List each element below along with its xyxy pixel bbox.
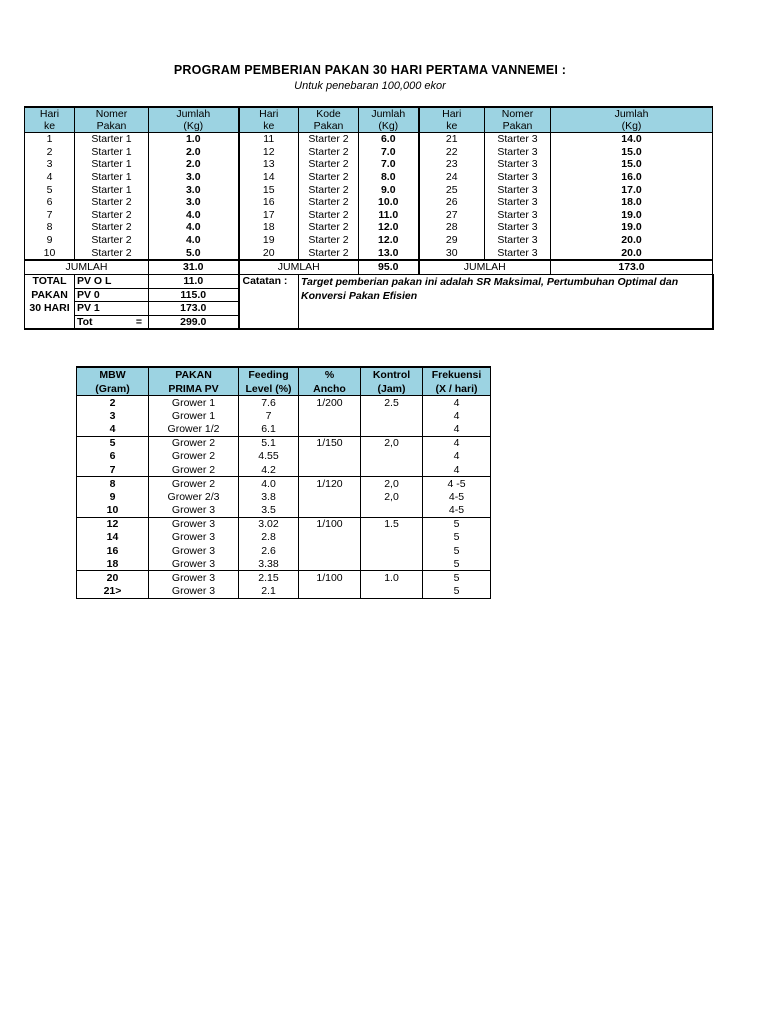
table-cell: Starter 3: [485, 221, 551, 234]
table-cell: [299, 504, 361, 518]
table-cell: 15: [239, 183, 299, 196]
table-cell: 8: [25, 221, 75, 234]
header-line-2: (Kg): [378, 120, 399, 132]
table-cell: [361, 422, 423, 436]
table1-header-cell: [485, 107, 551, 133]
table-cell: [361, 450, 423, 463]
table1-header-cell: [25, 107, 75, 133]
table-cell: 9.0: [359, 183, 419, 196]
pakan-code: [75, 315, 149, 329]
table-cell: Starter 3: [485, 133, 551, 146]
pakan-code: [75, 288, 149, 302]
table-cell: 2.0: [149, 146, 239, 159]
header-line-2: Pakan: [313, 120, 344, 132]
table-cell: 25: [419, 183, 485, 196]
table2-header-row-2: [77, 382, 491, 396]
table-cell: Grower 3: [149, 585, 239, 599]
catatan-text: Target pemberian pakan ini adalah SR Maksimal, Pertumbuhan Optimal dan Konversi Pakan Efisien: [299, 274, 713, 329]
table-cell: 6: [77, 450, 149, 463]
table-cell: [361, 544, 423, 557]
table1-header-cell: [359, 107, 419, 133]
table-cell: Starter 2: [299, 209, 359, 222]
table2-header-cell: MBW: [77, 367, 149, 382]
table-row: [77, 463, 491, 477]
feeding-program-table: [24, 106, 714, 330]
table-cell: Grower 3: [149, 571, 239, 585]
table-cell: Starter 2: [299, 158, 359, 171]
table-cell: 4.55: [239, 450, 299, 463]
table-cell: Starter 2: [299, 246, 359, 260]
table-cell: 4: [423, 409, 491, 422]
table-cell: 4: [423, 450, 491, 463]
table-cell: 2.8: [239, 531, 299, 544]
table-cell: 20: [77, 571, 149, 585]
header-line-1: Jumlah: [371, 108, 406, 120]
table-cell: Grower 3: [149, 544, 239, 557]
table-cell: Starter 3: [485, 196, 551, 209]
table-cell: 17.0: [551, 183, 713, 196]
table-cell: 2.6: [239, 544, 299, 557]
table-cell: Starter 2: [299, 183, 359, 196]
table-cell: 14.0: [551, 133, 713, 146]
table-cell: 4: [423, 463, 491, 477]
table-cell: [299, 585, 361, 599]
table-cell: Starter 2: [75, 209, 149, 222]
table-row: [25, 234, 713, 247]
table-cell: 2: [25, 146, 75, 159]
table-cell: Grower 1: [149, 409, 239, 422]
pakan-code-label: PV 0: [77, 288, 100, 301]
table-cell: Starter 2: [75, 196, 149, 209]
table-cell: 11: [239, 133, 299, 146]
table-cell: 3: [25, 158, 75, 171]
header-line-2: ke: [263, 120, 275, 132]
table-cell: Starter 3: [485, 146, 551, 159]
table-cell: 19: [239, 234, 299, 247]
table-cell: 26: [419, 196, 485, 209]
table2-header-cell: PRIMA PV: [149, 382, 239, 396]
table-row: [77, 504, 491, 518]
table-cell: 3.38: [239, 557, 299, 571]
table-row: [77, 557, 491, 571]
total-label: TOTAL: [25, 274, 75, 288]
table2-header-cell: PAKAN: [149, 367, 239, 382]
table-cell: 14: [239, 171, 299, 184]
table-cell: 4.0: [149, 209, 239, 222]
catatan-label: Catatan :: [239, 274, 299, 329]
table-cell: 9: [25, 234, 75, 247]
table-row: [77, 396, 491, 410]
table2-header-cell: %: [299, 367, 361, 382]
table-cell: 3.5: [239, 504, 299, 518]
jumlah-value: 173.0: [551, 260, 713, 275]
table-cell: 5.1: [239, 436, 299, 450]
table-row: [77, 422, 491, 436]
table-cell: [299, 531, 361, 544]
table-cell: 12: [239, 146, 299, 159]
table-cell: Starter 3: [485, 171, 551, 184]
table1-header-cell: [239, 107, 299, 133]
pakan-code-label: PV 1: [77, 302, 100, 315]
table-cell: 23: [419, 158, 485, 171]
table-cell: 5: [423, 571, 491, 585]
table-cell: 5: [423, 585, 491, 599]
table-cell: [361, 531, 423, 544]
table2-header-cell: Kontrol: [361, 367, 423, 382]
table1-header-cell: [299, 107, 359, 133]
table-cell: 18: [239, 221, 299, 234]
pakan-code: [75, 302, 149, 316]
table-cell: 27: [419, 209, 485, 222]
table2-header-cell: (Jam): [361, 382, 423, 396]
table-cell: 16.0: [551, 171, 713, 184]
table-cell: 5: [423, 544, 491, 557]
table1-header-row: [25, 107, 713, 133]
table-cell: 2.15: [239, 571, 299, 585]
table-cell: 3.0: [149, 171, 239, 184]
table-cell: 19.0: [551, 221, 713, 234]
header-line-2: Pakan: [502, 120, 533, 132]
table-cell: 2,0: [361, 436, 423, 450]
page-title: PROGRAM PEMBERIAN PAKAN 30 HARI PERTAMA VANNEMEI :: [173, 63, 567, 77]
table-cell: 4 -5: [423, 477, 491, 491]
table2-header-cell: (X / hari): [423, 382, 491, 396]
table-cell: Grower 2/3: [149, 490, 239, 503]
total-label: PAKAN: [25, 288, 75, 302]
table-cell: 10.0: [359, 196, 419, 209]
table-cell: Grower 1/2: [149, 422, 239, 436]
table-row: [77, 477, 491, 491]
table-cell: 4: [423, 436, 491, 450]
table-cell: Starter 2: [75, 234, 149, 247]
table-cell: Grower 1: [149, 396, 239, 410]
total-value: 115.0: [149, 288, 239, 302]
header-line-1: Hari: [442, 108, 462, 120]
header-line-2: (Kg): [183, 120, 204, 132]
table-cell: 20.0: [551, 246, 713, 260]
grower-feeding-table: [76, 366, 491, 599]
table-cell: Starter 1: [75, 133, 149, 146]
header-line-1: Nomer: [501, 108, 534, 120]
page-subtitle: Untuk penebaran 100,000 ekor: [294, 80, 446, 92]
table1-header-cell: [75, 107, 149, 133]
table-row: [77, 450, 491, 463]
table-cell: Starter 1: [75, 183, 149, 196]
table-cell: 5: [423, 517, 491, 531]
jumlah-label: JUMLAH: [25, 260, 149, 275]
table-row: [77, 490, 491, 503]
table-cell: 1.0: [361, 571, 423, 585]
total-label: 30 HARI: [25, 302, 75, 316]
table-cell: 1/150: [299, 436, 361, 450]
table-row: [77, 531, 491, 544]
table-cell: 29: [419, 234, 485, 247]
table-row: [25, 158, 713, 171]
table-cell: Starter 2: [299, 234, 359, 247]
table-cell: 7.6: [239, 396, 299, 410]
total-row: [25, 274, 713, 288]
table-row: [25, 133, 713, 146]
table-cell: 12.0: [359, 234, 419, 247]
table-cell: 30: [419, 246, 485, 260]
table-cell: 4.0: [149, 221, 239, 234]
table-cell: 10: [25, 246, 75, 260]
table-cell: 5: [423, 557, 491, 571]
table-cell: 1/200: [299, 396, 361, 410]
table-row: [25, 183, 713, 196]
jumlah-label: JUMLAH: [419, 260, 551, 275]
table-cell: Starter 2: [299, 171, 359, 184]
table-cell: 7.0: [359, 158, 419, 171]
table-cell: [361, 585, 423, 599]
table-cell: Grower 2: [149, 436, 239, 450]
table-cell: 4.0: [239, 477, 299, 491]
pakan-code: [75, 274, 149, 288]
table-cell: 4: [25, 171, 75, 184]
table-cell: 4.0: [149, 234, 239, 247]
header-line-1: Hari: [39, 108, 60, 120]
table-cell: 3.0: [149, 196, 239, 209]
header-line-1: Kode: [316, 108, 341, 120]
table-row: [77, 517, 491, 531]
table-cell: 18.0: [551, 196, 713, 209]
table-cell: 4-5: [423, 504, 491, 518]
table-cell: 12.0: [359, 221, 419, 234]
table1-header-cell: [149, 107, 239, 133]
table-cell: 17: [239, 209, 299, 222]
table-cell: 12: [77, 517, 149, 531]
table-cell: 20: [239, 246, 299, 260]
table-cell: Starter 3: [485, 234, 551, 247]
table-cell: 11.0: [359, 209, 419, 222]
table-cell: 15.0: [551, 158, 713, 171]
table-cell: Starter 2: [75, 221, 149, 234]
total-label: [25, 315, 75, 329]
table-cell: Starter 2: [299, 146, 359, 159]
table-cell: 4: [77, 422, 149, 436]
table-cell: 5: [77, 436, 149, 450]
header-line-1: Hari: [259, 108, 279, 120]
table-cell: Starter 3: [485, 209, 551, 222]
table-cell: 8: [77, 477, 149, 491]
table-cell: 7: [77, 463, 149, 477]
table-cell: [299, 450, 361, 463]
table-cell: 18: [77, 557, 149, 571]
table-cell: [299, 463, 361, 477]
table-cell: [299, 422, 361, 436]
table1-header-cell: [551, 107, 713, 133]
table-row: [77, 544, 491, 557]
table-row: [25, 146, 713, 159]
table-cell: 16: [239, 196, 299, 209]
table-row: [25, 171, 713, 184]
header-line-2: Pakan: [96, 120, 127, 132]
table-cell: 9: [77, 490, 149, 503]
table-row: [77, 585, 491, 599]
table-cell: 5: [423, 531, 491, 544]
table-cell: 2.5: [361, 396, 423, 410]
table1-header-cell: [419, 107, 485, 133]
total-value: 11.0: [149, 274, 239, 288]
table-cell: Starter 2: [299, 196, 359, 209]
header-line-1: Nomer: [95, 108, 128, 120]
table2-header-cell: Level (%): [239, 382, 299, 396]
header-line-2: (Kg): [621, 120, 642, 132]
jumlah-value: 95.0: [359, 260, 419, 275]
table-cell: [299, 490, 361, 503]
table-cell: 28: [419, 221, 485, 234]
table-cell: 2,0: [361, 477, 423, 491]
table-row: [25, 209, 713, 222]
table-row: [77, 436, 491, 450]
table-cell: 7.0: [359, 146, 419, 159]
pakan-code-label: PV O L: [77, 275, 112, 288]
pakan-code-label: Tot: [77, 316, 93, 329]
table2-header-row: [77, 367, 491, 382]
table-cell: 22: [419, 146, 485, 159]
table-cell: 1.5: [361, 517, 423, 531]
table-cell: 3.02: [239, 517, 299, 531]
jumlah-value: 31.0: [149, 260, 239, 275]
table-cell: 4: [423, 422, 491, 436]
equals-sign: =: [135, 316, 142, 329]
table-cell: 3.0: [149, 183, 239, 196]
table-cell: 4-5: [423, 490, 491, 503]
header-line-2: ke: [43, 120, 56, 132]
header-line-1: Jumlah: [614, 108, 649, 120]
table-cell: Grower 3: [149, 517, 239, 531]
table-cell: Grower 2: [149, 450, 239, 463]
table2-header-cell: Ancho: [299, 382, 361, 396]
table-cell: 2,0: [361, 490, 423, 503]
table-cell: 21>: [77, 585, 149, 599]
table-cell: [299, 544, 361, 557]
table-cell: 3: [77, 409, 149, 422]
table-cell: 19.0: [551, 209, 713, 222]
table-cell: [361, 409, 423, 422]
total-value: 173.0: [149, 302, 239, 316]
table-cell: 5.0: [149, 246, 239, 260]
table-cell: 24: [419, 171, 485, 184]
table-row: [25, 221, 713, 234]
table-cell: 4.2: [239, 463, 299, 477]
table-cell: 1/120: [299, 477, 361, 491]
table-cell: 10: [77, 504, 149, 518]
table-cell: Grower 2: [149, 463, 239, 477]
table-cell: 1.0: [149, 133, 239, 146]
table-cell: 6: [25, 196, 75, 209]
table1-sum-row: [25, 260, 713, 275]
table-cell: [299, 557, 361, 571]
table2-header-cell: (Gram): [77, 382, 149, 396]
table-cell: Grower 3: [149, 504, 239, 518]
table2-header-cell: Frekuensi: [423, 367, 491, 382]
table-cell: 6.0: [359, 133, 419, 146]
table-cell: 8.0: [359, 171, 419, 184]
table-cell: Starter 2: [75, 246, 149, 260]
table-cell: Grower 3: [149, 557, 239, 571]
table-cell: 5: [25, 183, 75, 196]
table-cell: Starter 1: [75, 171, 149, 184]
table-cell: 2.0: [149, 158, 239, 171]
jumlah-label: JUMLAH: [239, 260, 359, 275]
table-cell: Starter 2: [299, 221, 359, 234]
table-cell: 1/100: [299, 517, 361, 531]
header-line-2: ke: [446, 120, 458, 132]
table-cell: 1: [25, 133, 75, 146]
table-row: [77, 571, 491, 585]
table-cell: Starter 3: [485, 246, 551, 260]
table-row: [25, 246, 713, 260]
table2-header-cell: Feeding: [239, 367, 299, 382]
table-cell: 6.1: [239, 422, 299, 436]
table-cell: 2: [77, 396, 149, 410]
table-cell: 20.0: [551, 234, 713, 247]
table-cell: [361, 504, 423, 518]
table-cell: 7: [239, 409, 299, 422]
table-cell: Grower 3: [149, 531, 239, 544]
table-cell: 14: [77, 531, 149, 544]
header-line-1: Jumlah: [176, 108, 211, 120]
table-cell: Starter 3: [485, 158, 551, 171]
table-row: [77, 409, 491, 422]
total-value: 299.0: [149, 315, 239, 329]
table-cell: Grower 2: [149, 477, 239, 491]
table-cell: [361, 557, 423, 571]
table-cell: 16: [77, 544, 149, 557]
table-cell: [299, 409, 361, 422]
table-cell: 21: [419, 133, 485, 146]
table-cell: 13.0: [359, 246, 419, 260]
table-cell: Starter 1: [75, 146, 149, 159]
table-cell: 1/100: [299, 571, 361, 585]
table-cell: [361, 463, 423, 477]
table-cell: Starter 1: [75, 158, 149, 171]
table-cell: 13: [239, 158, 299, 171]
table-cell: 3.8: [239, 490, 299, 503]
table-cell: Starter 3: [485, 183, 551, 196]
table-cell: 7: [25, 209, 75, 222]
table-cell: 4: [423, 396, 491, 410]
table-row: [25, 196, 713, 209]
table-cell: 15.0: [551, 146, 713, 159]
table-cell: Starter 2: [299, 133, 359, 146]
table-cell: 2.1: [239, 585, 299, 599]
